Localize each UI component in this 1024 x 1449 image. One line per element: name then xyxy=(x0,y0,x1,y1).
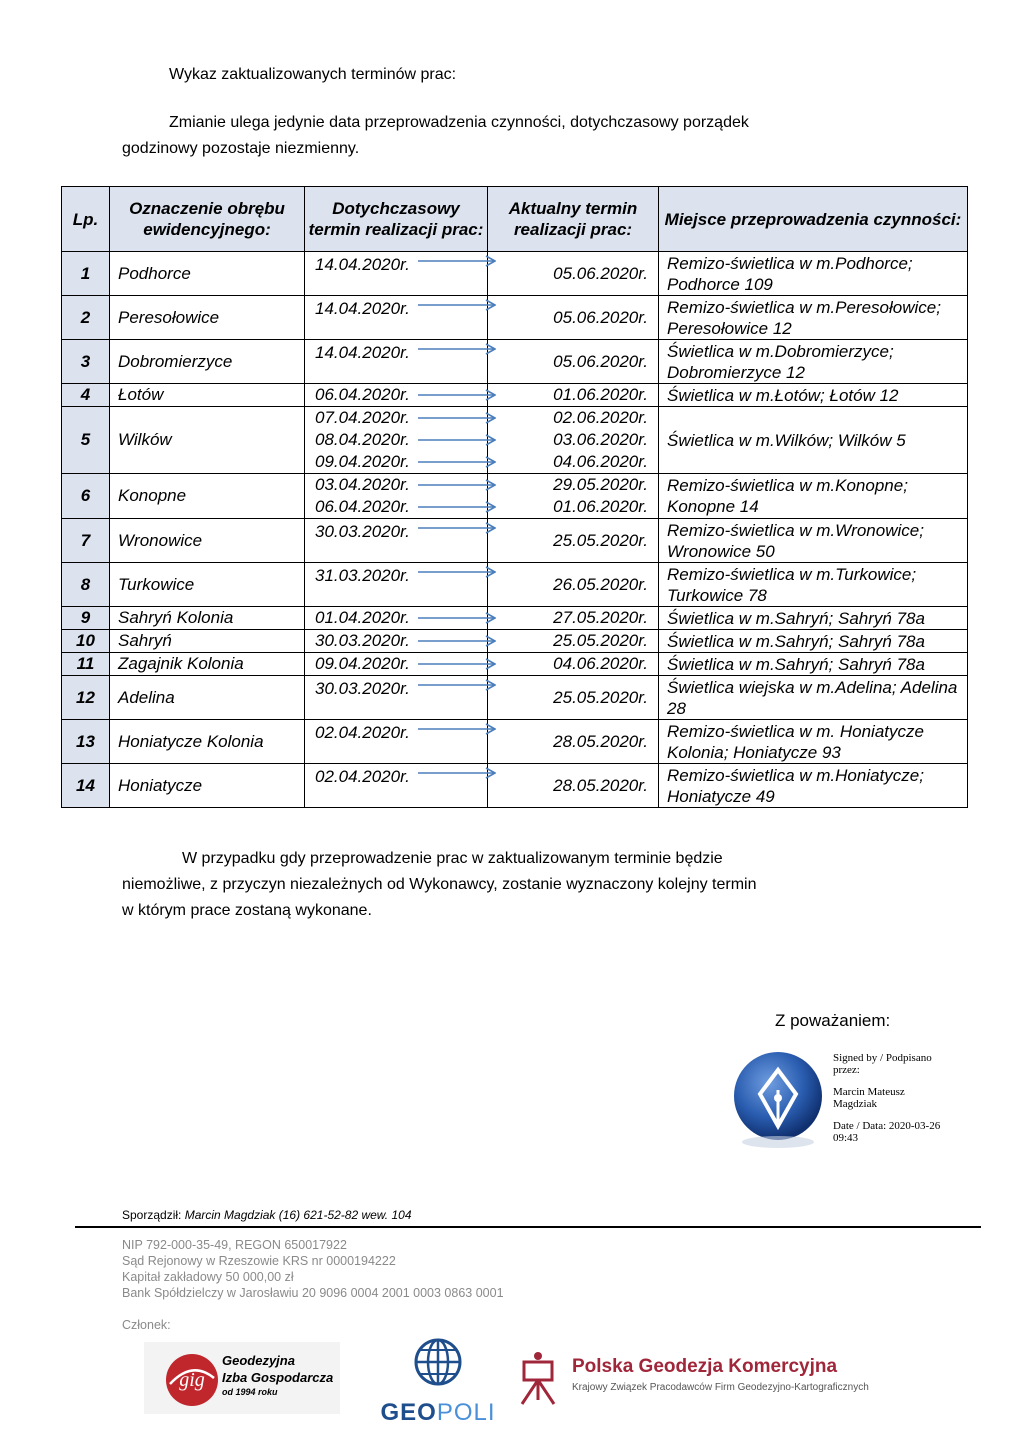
gig-logo xyxy=(144,1342,340,1414)
signature-date: Date / Data: 2020-03-26 09:43 xyxy=(833,1120,941,1144)
old-date: 14.04.2020r. xyxy=(315,343,410,362)
new-date-text: 04.06.2020r. xyxy=(553,452,648,471)
new-date-text: 01.06.2020r. xyxy=(553,385,648,404)
digital-signature xyxy=(833,1052,943,1144)
cell-obreb: Wronowice xyxy=(110,519,305,563)
cell-lp: 10 xyxy=(62,630,110,653)
pgk-title: Polska Geodezja Komercyjna xyxy=(572,1356,838,1377)
new-date-text: 05.06.2020r. xyxy=(553,351,648,371)
table-row xyxy=(62,474,968,519)
cell-place: Remizo-świetlica w m.Konopne; Konopne 14 xyxy=(659,474,968,519)
old-date: 30.03.2020r. xyxy=(315,631,410,650)
old-date: 01.04.2020r. xyxy=(315,608,410,627)
new-date-text: 25.05.2020r. xyxy=(553,530,648,550)
intro-line2: godzinowy pozostaje niezmienny. xyxy=(122,140,360,157)
table-row xyxy=(62,653,968,676)
header-place: Miejsce przeprowadzenia czynności: xyxy=(659,187,968,252)
cell-new-date xyxy=(488,296,659,340)
member-label: Członek: xyxy=(122,1318,171,1332)
footer-divider xyxy=(75,1226,981,1228)
old-date: 30.03.2020r. xyxy=(315,522,410,541)
new-date xyxy=(488,630,648,652)
header-lp: Lp. xyxy=(62,187,110,252)
old-date: 07.04.2020r. xyxy=(315,408,410,427)
cell-lp: 6 xyxy=(62,474,110,519)
old-date: 02.04.2020r. xyxy=(315,767,410,786)
table-row xyxy=(62,340,968,384)
cell-place: Świetlica w m.Sahryń; Sahryń 78a xyxy=(659,653,968,676)
cell-obreb: Dobromierzyce xyxy=(110,340,305,384)
geopoli-text-geo: GEO xyxy=(380,1399,437,1426)
note-line2: niemożliwe, z przyczyn niezależnych od Wykonawcy, zostanie wyznaczony kolejny termin xyxy=(122,876,757,893)
new-date-text: 04.06.2020r. xyxy=(553,654,648,673)
new-date-text: 02.06.2020r. xyxy=(553,408,648,427)
svg-text:gig: gig xyxy=(179,1369,205,1391)
cell-new-date xyxy=(488,764,659,808)
cell-new-date xyxy=(488,474,659,519)
intro-heading: Wykaz zaktualizowanych terminów prac: xyxy=(169,66,457,83)
cell-lp: 1 xyxy=(62,252,110,296)
new-date xyxy=(488,451,648,473)
cell-lp: 8 xyxy=(62,563,110,607)
cell-place: Remizo-świetlica w m.Podhorce; Podhorce 109 xyxy=(659,252,968,296)
new-date-text: 03.06.2020r. xyxy=(553,430,648,449)
cell-obreb: Łotów xyxy=(110,384,305,407)
company-line: Bank Spółdzielczy w Jarosławiu 20 9096 0004 2001 0003 0863 0001 xyxy=(122,1286,504,1300)
table-row xyxy=(62,296,968,340)
cell-lp: 2 xyxy=(62,296,110,340)
old-date: 02.04.2020r. xyxy=(315,723,410,742)
signature-pen-icon xyxy=(732,1050,824,1150)
old-date: 30.03.2020r. xyxy=(315,679,410,698)
closing-note xyxy=(122,846,902,924)
table-row xyxy=(62,519,968,563)
old-date: 03.04.2020r. xyxy=(315,475,410,494)
cell-new-date xyxy=(488,653,659,676)
new-date-text: 05.06.2020r. xyxy=(553,263,648,283)
arrow-right-icon xyxy=(418,412,496,424)
new-date xyxy=(488,530,648,552)
new-date xyxy=(488,687,648,709)
new-date xyxy=(488,407,648,429)
schedule-table xyxy=(61,186,968,808)
cell-lp: 7 xyxy=(62,519,110,563)
cell-obreb: Sahryń Kolonia xyxy=(110,607,305,630)
table-row xyxy=(62,630,968,653)
arrow-right-icon xyxy=(418,389,496,401)
cell-place: Świetlica w m.Sahryń; Sahryń 78a xyxy=(659,630,968,653)
closing-greeting: Z poważaniem: xyxy=(775,1011,891,1030)
arrow-right-icon xyxy=(418,723,496,735)
cell-new-date xyxy=(488,720,659,764)
gig-line2: Izba Gospodarcza xyxy=(222,1370,334,1385)
cell-place: Świetlica w m.Dobromierzyce; Dobromierzyce 12 xyxy=(659,340,968,384)
company-line: Kapitał zakładowy 50 000,00 zł xyxy=(122,1270,294,1284)
new-date-text: 28.05.2020r. xyxy=(553,731,648,751)
table-row xyxy=(62,720,968,764)
cell-obreb: Sahryń xyxy=(110,630,305,653)
table-row xyxy=(62,563,968,607)
new-date-text: 26.05.2020r. xyxy=(553,574,648,594)
header-old-date: Dotychczasowy termin realizacji prac: xyxy=(305,187,488,252)
new-date xyxy=(488,574,648,596)
new-date xyxy=(488,474,648,496)
company-info xyxy=(122,1237,504,1301)
intro xyxy=(122,62,882,162)
arrow-right-icon xyxy=(418,522,496,534)
cell-lp: 5 xyxy=(62,407,110,474)
arrow-right-icon xyxy=(418,343,496,355)
company-line: NIP 792-000-35-49, REGON 650017922 xyxy=(122,1238,347,1252)
cell-obreb: Zagajnik Kolonia xyxy=(110,653,305,676)
cell-lp: 3 xyxy=(62,340,110,384)
arrow-right-icon xyxy=(418,767,496,779)
gig-line1: Geodezyjna xyxy=(222,1353,295,1368)
new-date xyxy=(488,263,648,285)
new-date xyxy=(488,384,648,406)
cell-place: Świetlica wiejska w m.Adelina; Adelina 28 xyxy=(659,676,968,720)
new-date-text: 28.05.2020r. xyxy=(553,775,648,795)
old-date: 09.04.2020r. xyxy=(315,452,410,471)
cell-new-date xyxy=(488,519,659,563)
arrow-right-icon xyxy=(418,479,496,491)
intro-line1: Zmianie ulega jedynie data przeprowadzenia czynności, dotychczasowy porządek xyxy=(169,114,749,131)
cell-obreb: Honiatycze xyxy=(110,764,305,808)
new-date xyxy=(488,653,648,675)
new-date-text: 05.06.2020r. xyxy=(553,307,648,327)
old-date: 14.04.2020r. xyxy=(315,299,410,318)
table-row xyxy=(62,407,968,474)
table-row xyxy=(62,384,968,407)
old-date: 06.04.2020r. xyxy=(315,497,410,516)
old-date: 09.04.2020r. xyxy=(315,654,410,673)
pgk-subtitle: Krajowy Związek Pracodawców Firm Geodezyjno-Kartograficznych xyxy=(572,1382,869,1393)
arrow-right-icon xyxy=(418,658,496,670)
cell-new-date xyxy=(488,340,659,384)
geopoli-text-poli: POLI xyxy=(436,1399,496,1426)
cell-new-date xyxy=(488,252,659,296)
new-date xyxy=(488,351,648,373)
table-row xyxy=(62,676,968,720)
header-new-date: Aktualny termin realizacji prac: xyxy=(488,187,659,252)
old-date: 31.03.2020r. xyxy=(315,566,410,585)
table-row xyxy=(62,764,968,808)
new-date xyxy=(488,731,648,753)
new-date-text: 25.05.2020r. xyxy=(553,631,648,650)
table-row xyxy=(62,607,968,630)
cell-place: Remizo-świetlica w m.Honiatycze; Honiatycze 49 xyxy=(659,764,968,808)
header-obreb: Oznaczenie obrębu ewidencyjnego: xyxy=(110,187,305,252)
gig-line3: od 1994 roku xyxy=(222,1387,278,1397)
cell-lp: 12 xyxy=(62,676,110,720)
cell-new-date xyxy=(488,630,659,653)
cell-place: Świetlica w m.Wilków; Wilków 5 xyxy=(659,407,968,474)
cell-lp: 9 xyxy=(62,607,110,630)
prepared-label: Sporządził: xyxy=(122,1208,182,1222)
cell-obreb: Peresołowice xyxy=(110,296,305,340)
cell-place: Remizo-świetlica w m.Wronowice; Wronowice 50 xyxy=(659,519,968,563)
cell-obreb: Wilków xyxy=(110,407,305,474)
cell-lp: 13 xyxy=(62,720,110,764)
cell-obreb: Podhorce xyxy=(110,252,305,296)
arrow-right-icon xyxy=(418,255,496,267)
pgk-logo xyxy=(516,1350,876,1406)
new-date xyxy=(488,307,648,329)
cell-place: Remizo-świetlica w m. Honiatycze Kolonia; Honiatycze 93 xyxy=(659,720,968,764)
table-header-row xyxy=(62,187,968,252)
arrow-right-icon xyxy=(418,434,496,446)
cell-lp: 14 xyxy=(62,764,110,808)
arrow-right-icon xyxy=(418,299,496,311)
note-line1: W przypadku gdy przeprowadzenie prac w zaktualizowanym terminie będzie xyxy=(182,850,723,867)
new-date xyxy=(488,496,648,518)
prepared-value: Marcin Magdziak (16) 621-52-82 wew. 104 xyxy=(184,1208,412,1222)
company-line: Sąd Rejonowy w Rzeszowie KRS nr 0000194222 xyxy=(122,1254,396,1268)
cell-place: Świetlica w m.Sahryń; Sahryń 78a xyxy=(659,607,968,630)
cell-new-date xyxy=(488,563,659,607)
cell-obreb: Turkowice xyxy=(110,563,305,607)
cell-place: Remizo-świetlica w m.Peresołowice; Peresołowice 12 xyxy=(659,296,968,340)
cell-place: Remizo-świetlica w m.Turkowice; Turkowice 78 xyxy=(659,563,968,607)
cell-new-date xyxy=(488,676,659,720)
arrow-right-icon xyxy=(418,612,496,624)
cell-place: Świetlica w m.Łotów; Łotów 12 xyxy=(659,384,968,407)
old-date: 08.04.2020r. xyxy=(315,430,410,449)
arrow-right-icon xyxy=(418,501,496,513)
signature-name: Marcin Mateusz Magdziak xyxy=(833,1086,905,1110)
new-date xyxy=(488,607,648,629)
new-date xyxy=(488,775,648,797)
signature-signed-by: Signed by / Podpisano przez: xyxy=(833,1052,932,1076)
note-line3: w którym prace zostaną wykonane. xyxy=(122,902,372,919)
arrow-right-icon xyxy=(418,679,496,691)
cell-obreb: Adelina xyxy=(110,676,305,720)
cell-obreb: Honiatycze Kolonia xyxy=(110,720,305,764)
cell-new-date xyxy=(488,607,659,630)
new-date-text: 25.05.2020r. xyxy=(553,687,648,707)
new-date xyxy=(488,429,648,451)
new-date-text: 29.05.2020r. xyxy=(553,475,648,494)
cell-lp: 4 xyxy=(62,384,110,407)
table-row xyxy=(62,252,968,296)
prepared-by xyxy=(122,1208,412,1222)
old-date: 06.04.2020r. xyxy=(315,385,410,404)
new-date-text: 01.06.2020r. xyxy=(553,497,648,516)
arrow-right-icon xyxy=(418,566,496,578)
geopoli-logo xyxy=(378,1336,498,1426)
arrow-right-icon xyxy=(418,635,496,647)
cell-lp: 11 xyxy=(62,653,110,676)
old-date: 14.04.2020r. xyxy=(315,255,410,274)
new-date-text: 27.05.2020r. xyxy=(553,608,648,627)
cell-new-date xyxy=(488,384,659,407)
arrow-right-icon xyxy=(418,456,496,468)
cell-obreb: Konopne xyxy=(110,474,305,519)
cell-new-date xyxy=(488,407,659,474)
